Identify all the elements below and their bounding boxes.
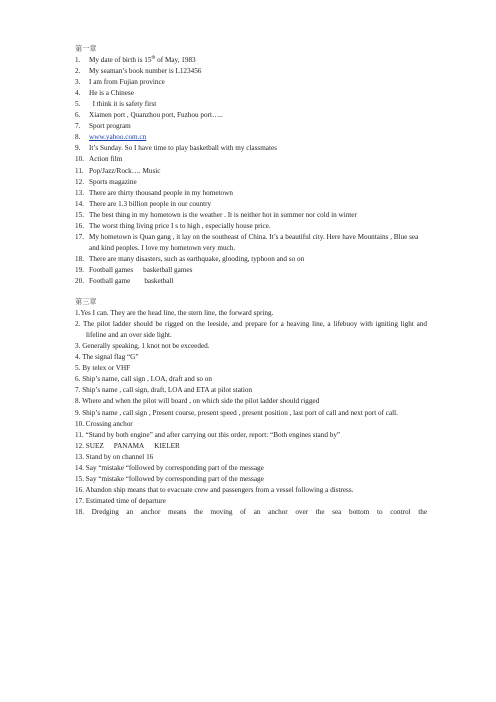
list-item: 17. Estimated time of departure <box>75 496 166 505</box>
list-item: 3. Generally speaking, 1 knot not be exceeded. <box>75 342 210 351</box>
list-item: 12. Sports magazine <box>75 177 137 186</box>
chapter-1-section <box>75 44 427 287</box>
chapter-3-list <box>75 308 427 518</box>
list-item: 15. Say “mistake “followed by corresponding part of the message <box>75 474 264 483</box>
list-item: 5. I think it is safety first <box>75 100 157 109</box>
list-item: 20. Football game basketball <box>75 276 174 285</box>
list-item: 13. Stand by on channel 16 <box>75 452 154 461</box>
list-item: 10. Crossing anchor <box>75 419 133 428</box>
chapter-1-heading: 第一章 <box>75 45 97 53</box>
website-link[interactable]: www.yahoo.com.cn <box>89 133 147 142</box>
list-item: 2. My seaman’s book number is L123456 <box>75 67 202 76</box>
list-item: 5. By telex or VHF <box>75 364 131 373</box>
list-item: 6. Ship’s name, call sign , LOA, draft and so on <box>75 375 212 384</box>
list-item: 7. Sport program <box>75 122 131 131</box>
list-item: 11. Pop/Jazz/Rock…. Music <box>75 166 161 175</box>
list-item: 9. Ship’s name , call sign , Present course, present speed , present position , last port of call and next port of call. <box>75 408 398 417</box>
list-item: 10. Action film <box>75 155 123 164</box>
list-item: 1.Yes I can. They are the head line, the stern line, the forward spring. <box>75 309 274 318</box>
list-item: 6. Xiamen port , Quanzhou port, Fuzhou port….. <box>75 111 223 120</box>
list-item: 4. He is a Chinese <box>75 89 134 98</box>
list-item: 18. There are many disasters, such as earthquake, glooding, typhoon and so on <box>75 254 305 263</box>
list-item: 18. Dredging an anchor means the moving of an anchor over the sea bottom to control the <box>75 507 428 516</box>
document-content <box>75 44 427 518</box>
list-item: 15. The best thing in my hometown is the weather . It is neither hot in summer nor cold in winter <box>75 210 357 219</box>
list-item: 14. There are 1.3 billion people in our country <box>75 199 212 208</box>
list-item: 17. My hometown is Quan gang , it lay on the southeast of China. It’s a beautiful city. Here have Mountains , Blue sea and kind peoples. I love my hometown very much. <box>75 232 419 252</box>
list-item: 8. Where and when the pilot will board , on which side the pilot ladder should rigged <box>75 397 320 406</box>
list-item: 7. Ship’s name , call sign, draft, LOA and ETA at pilot station <box>75 386 253 395</box>
chapter-3-section <box>75 297 427 518</box>
list-item: 1. My date of birth is 15th of May, 1983 <box>75 55 196 65</box>
list-item: 11. “Stand by both engine” and after carrying out this order, report: “Both engines stand by” <box>75 430 341 439</box>
list-item: 19. Football games basketball games <box>75 265 193 274</box>
chapter-1-list <box>75 55 427 287</box>
chapter-3-heading: 第三章 <box>75 298 97 307</box>
list-item: 2. The pilot ladder should be rigged on the leeside, and prepare for a heaving line, a lifebuoy with igniting light and lifeline and an over side light. <box>75 320 427 340</box>
list-item: 4. The signal flag “G” <box>75 353 139 362</box>
list-item: 3. I am from Fujian province <box>75 78 165 87</box>
list-item: 16. The worst thing living price I s to high , especially house price. <box>75 221 271 230</box>
list-item: 14. Say “mistake “followed by corresponding part of the message <box>75 463 264 472</box>
list-item: 8. www.yahoo.com.cn <box>75 133 147 142</box>
list-item: 12. SUEZ PANAMA KIELER <box>75 441 180 450</box>
list-item: 9. It’s Sunday. So I have time to play basketball with my classmates <box>75 144 277 153</box>
list-item: 13. There are thirty thousand people in my hometown <box>75 188 233 197</box>
list-item: 16. Abandon ship means that to evacuate crew and passengers from a vessel following a distress. <box>75 485 354 494</box>
